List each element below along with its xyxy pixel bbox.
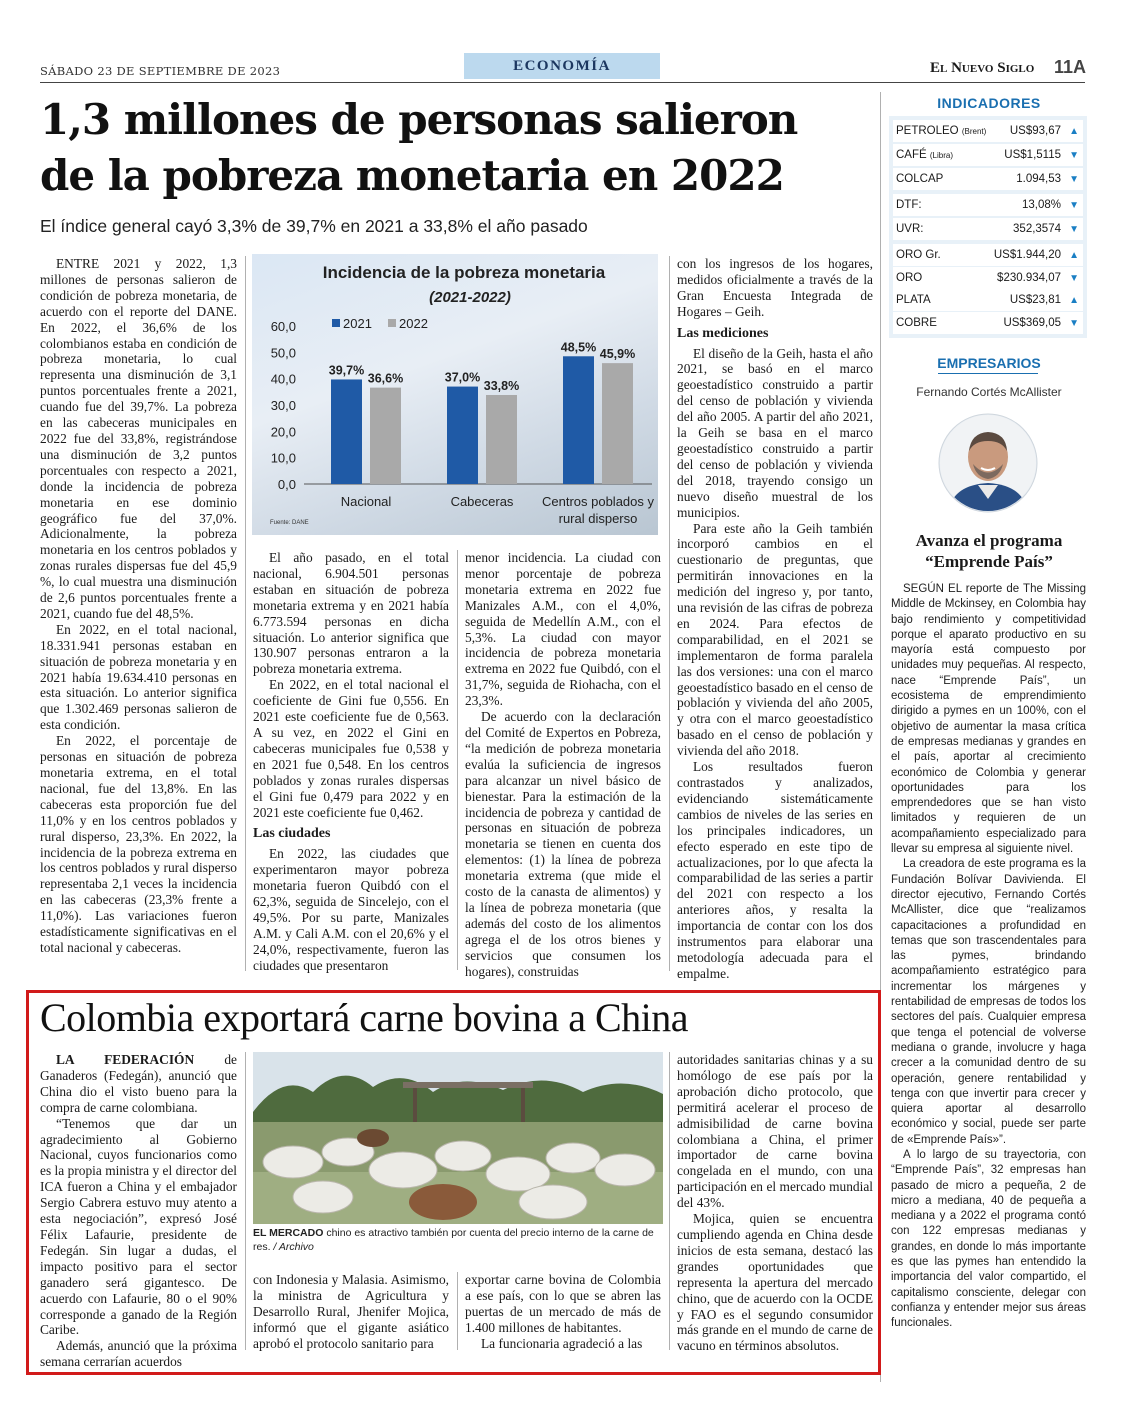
trend-up-icon: ▲ bbox=[1069, 249, 1079, 261]
paragraph: “Tenemos que dar un agradecimiento al Gobierno Nacional, cuyos funcionarios como es la propia ministra y el director del ICA fueron a China y el embajador Sergio Cabrera estuvo muy atento a esta negociación”, expresó José Félix Lafaurie, presidente de Fedegán. Sin lugar a dudas, el impacto positivo para el sector ganadero será gigantesco. De acuerdo con Lafaurie, 80 o el 90% corresponde a ganado de la Región Caribe. bbox=[40, 1115, 237, 1338]
empresarios-title: EMPRESARIOS bbox=[937, 355, 1041, 371]
paragraph: A lo largo de su trayectoria, con “Emprende País”, 32 empresas han pasado de micro a pequeña, 2 de micro a mediana, 40 de pequeña a mediana y a 2022 el programa contó con 122 empresas medianas y grandes, en donde lo más importante es que las pymes han entendido la importancia del valor compartido, el capitalismo consciente, delegar con confianza y entender mejor sus áreas funcionales. bbox=[891, 1148, 1086, 1330]
category-label: Nacional bbox=[340, 494, 392, 509]
trend-down-icon: ▼ bbox=[1069, 149, 1079, 161]
column-rule bbox=[245, 256, 246, 971]
indicator-name: COBRE bbox=[896, 317, 937, 329]
indicator-name: ORO bbox=[896, 272, 923, 284]
main-headline bbox=[40, 92, 870, 204]
indicator-value: $230.934,07 bbox=[997, 272, 1061, 284]
main-subhead: El índice general cayó 3,3% de 39,7% en 2021 a 33,8% el año pasado bbox=[40, 216, 588, 236]
column-rule bbox=[457, 1272, 458, 1350]
bar-value-label: 48,5% bbox=[560, 340, 597, 355]
indicator-value: 13,08% bbox=[1021, 199, 1061, 211]
photo-caption: EL MERCADO chino es atractivo también por cuenta del precio interno de la carne de res. / Archivo bbox=[253, 1227, 654, 1253]
lead-in: LA FEDERACIÓN bbox=[56, 1052, 195, 1067]
indicator-value: US$369,05 bbox=[1003, 317, 1061, 329]
indicator-value: 352,3574 bbox=[1013, 223, 1061, 235]
y-tick-label: 50,0 bbox=[270, 345, 296, 361]
paragraph: con Indonesia y Malasia. Asimismo, la ministra de Agricultura y Desarrollo Rural, Jhenifer Mojica, informó que el gigante asiático aprobó el protocolo sanitario para bbox=[253, 1272, 449, 1351]
photo-credit: / Archivo bbox=[270, 1240, 314, 1253]
indicator-value: US$1,5115 bbox=[1004, 149, 1061, 161]
indicator-name: PETROLEO (Brent) bbox=[896, 125, 987, 137]
empresarios-body bbox=[891, 582, 1086, 1332]
indicators-title: INDICADORES bbox=[937, 95, 1041, 111]
y-tick-label: 40,0 bbox=[270, 371, 296, 387]
legend-swatch bbox=[332, 319, 340, 327]
lower-column-4 bbox=[677, 1052, 873, 1352]
indicator-value: US$1.944,20 bbox=[993, 249, 1061, 261]
paragraph: Los resultados fueron contrastados y analizados, evidenciando sistemáticamente cambios de niveles de las series en los principales indicadores, un efecto esperado en este tipo de actualizaciones, por lo que afecta la comparabilidad de las series a partir del 2021 con respecto a los anteriores años, y resalta la importancia de contar con los dos instrumentos para elaborar una metodología adecuada para el empalme. bbox=[677, 759, 873, 981]
paragraph: Para este año la Geih también incorporó cambios en el cuestionario de preguntas, que permitirán innovaciones en la medición del ingreso y, por tanto, una revisión de las cifras de pobreza en 2024. Para efectos de comparabilidad, en el 2021 se implementaron de forma paralela las dos versiones: una con el marco geoestadístico basado en el censo de población y vivienda del año 2005, y otra con el marco geoestadístico basado en el censo de población y vivienda del año 2018. bbox=[677, 520, 873, 759]
column-rule bbox=[457, 550, 458, 970]
article-column-1 bbox=[40, 256, 237, 976]
trend-up-icon: ▲ bbox=[1069, 294, 1079, 306]
headline-line-1: Avanza el programa bbox=[915, 531, 1063, 550]
columnist-avatar bbox=[938, 413, 1038, 513]
indicator-value: US$93,67 bbox=[1009, 125, 1061, 137]
bar-chart bbox=[252, 254, 658, 535]
headline-line-1: 1,3 millones de personas salieron bbox=[40, 95, 798, 144]
trend-up-icon: ▲ bbox=[1069, 125, 1079, 137]
indicator-row-cobre bbox=[893, 312, 1083, 334]
lower-column-2 bbox=[253, 1272, 449, 1352]
category-label: rural disperso bbox=[558, 511, 638, 526]
column-rule bbox=[669, 1052, 670, 1350]
paragraph: autoridades sanitarias chinas y a su homólogo de ese país por la aprobación dicho protocolo, que permitirá acelerar el proceso de admisibilidad de carne bovina colombiana a China, el primer importador de carne bovina congelada en el mundo, con una participación en el mercado mundial del 43%. bbox=[677, 1052, 873, 1211]
indicator-row-petroleo bbox=[893, 120, 1083, 142]
lower-column-1 bbox=[40, 1052, 237, 1370]
indicator-name: PLATA bbox=[896, 294, 931, 306]
poverty-chart bbox=[252, 254, 658, 535]
bar-2022 bbox=[370, 388, 401, 484]
paragraph: Además, anunció que la próxima semana cerrarían acuerdos bbox=[40, 1338, 237, 1370]
paragraph: menor incidencia. La ciudad con menor porcentaje de pobreza monetaria extrema en 2022 fue Manizales A.M., con el 4,0%, seguida de Medellín A.M., con el 5,3%. La ciudad con mayor incidencia de pobreza monetaria extrema en 2022 fue Quibdó, con el 31,7%, seguida de Riohacha, con el 23,3%. bbox=[465, 550, 661, 709]
paragraph: La creadora de este programa es la Fundación Bolívar Davivienda. El director ejecutivo, Fernando Cortés McAllister, dice que “realizamos capacitaciones a profundidad en temas que son trascendentales para las pymes, brindando acompañamiento estratégico para incrementar los márgenes y rentabilidad de empresas de todos los sectores del país. Cualquier empresa que tenga el potencial de volverse mediana o grande, involucre y haga crecer a la comunidad dentro de su operación, genere rentabilidad y tenga con que invertir para crecer y quiera aportar al desarrollo económico y social, puede ser parte de «Emprende País»”. bbox=[891, 858, 1086, 1146]
bar-2021 bbox=[331, 379, 362, 484]
column-rule bbox=[669, 256, 670, 971]
indicator-name: DTF: bbox=[896, 199, 922, 211]
article-column-2 bbox=[253, 550, 449, 972]
legend-swatch bbox=[388, 319, 396, 327]
legend-label: 2021 bbox=[343, 316, 372, 331]
category-label: Cabeceras bbox=[450, 494, 514, 509]
bar-2022 bbox=[486, 395, 517, 484]
indicator-name: COLCAP bbox=[896, 173, 944, 185]
bar-value-label: 39,7% bbox=[328, 363, 365, 378]
indicator-row-oro bbox=[893, 267, 1083, 289]
paragraph: LA FEDERACIÓN de Ganaderos (Fedegán), anunció que China dio el visto bueno para la compra de carne colombiana. bbox=[40, 1052, 237, 1115]
article-column-3 bbox=[465, 550, 661, 979]
bar-2021 bbox=[447, 387, 478, 484]
y-tick-label: 0,0 bbox=[277, 477, 296, 492]
bar-value-label: 33,8% bbox=[483, 378, 520, 393]
paragraph: El diseño de la Geih, hasta el año 2021, se basó en el marco geoestadístico construido a partir del censo de población y vivienda del año 2005. A partir del año 2021, la Geih se basa en el marco geoestadístico construido a partir del censo de población y vivienda del 2018, trayendo consigo un nuevo diseño muestral de los municipios. bbox=[677, 345, 873, 520]
bar-2021 bbox=[563, 356, 594, 484]
indicator-name: UVR: bbox=[896, 223, 924, 235]
paragraph: De acuerdo con la declaración del Comité de Expertos en Pobreza, “la medición de pobreza monetaria evalúa la suficiencia de ingresos para alcanzar un nivel básico de bienestar. Para la estimación de la incidencia de pobreza y cantidad de personas en situación de pobreza monetaria se tienen en cuenta dos elementos: (1) la línea de pobreza monetaria extrema (que mide el costo de la canasta de alimentos) y la línea de pobreza monetaria (que además del costo de los alimentos agrega el de los otros bienes y servicios que consumen los hogares), construidas bbox=[465, 709, 661, 979]
headline-line-2: de la pobreza monetaria en 2022 bbox=[40, 151, 784, 200]
paragraph: En 2022, en el total nacional, 18.331.941 personas estaban en situación de pobreza monetaria y en 2021 había 19.634.410 personas en esta situación. Lo anterior significa que 1.302.469 personas salieron de esta condición. bbox=[40, 621, 237, 733]
indicator-row-colcap bbox=[893, 168, 1083, 190]
bar-value-label: 45,9% bbox=[599, 347, 636, 362]
paragraph: exportar carne bovina de Colombia a ese país, con lo que se abren las puertas de un mercado de más de 1.400 millones de habitantes. bbox=[465, 1272, 661, 1335]
title-underline bbox=[938, 373, 1038, 374]
chart-title: Incidencia de la pobreza monetaria bbox=[322, 263, 606, 282]
lower-column-3 bbox=[465, 1272, 661, 1352]
bar-2022 bbox=[602, 363, 633, 484]
paragraph: En 2022, el porcentaje de personas en situación de pobreza monetaria extrema, en el total nacional, fue del 13,8%. En las cabeceras esta proporción fue del 11,0% y en los centros poblados y rural disperso, 23,3%. En 2022, la incidencia de la pobreza extrema en los centros poblados y rural disperso representaba 2,1 veces la incidencia en las cabeceras (23,3% frente a 11,0%). Las variaciones fueron estadísticamente significativas en el total nacional y cabeceras. bbox=[40, 733, 237, 955]
bar-value-label: 36,6% bbox=[367, 371, 404, 386]
header-rule bbox=[40, 82, 1085, 83]
bar-value-label: 37,0% bbox=[444, 370, 481, 385]
chart-source: Fuente: DANE bbox=[270, 520, 309, 526]
indicator-name: CAFÉ (Libra) bbox=[896, 149, 953, 161]
subheading-mediciones: Las mediciones bbox=[677, 325, 769, 341]
columnist-name: Fernando Cortés McAllister bbox=[916, 385, 1062, 399]
lower-headline: Colombia exportará carne bovina a China bbox=[40, 995, 689, 1040]
indicator-name: ORO Gr. bbox=[896, 249, 941, 261]
issue-date: SÁBADO 23 DE SEPTIEMBRE DE 2023 bbox=[40, 64, 281, 78]
subheading-ciudades: Las ciudades bbox=[253, 826, 331, 842]
y-tick-label: 60,0 bbox=[270, 319, 296, 334]
newspaper-name: El Nuevo Siglo bbox=[930, 60, 1035, 76]
paragraph: El año pasado, en el total nacional, 6.904.501 personas estaban en situación de pobreza monetaria extrema y en 2021 había 6.773.594 personas en dicha situación. Lo anterior significa que 130.907 personas entraron a la pobreza monetaria extrema. bbox=[253, 550, 449, 677]
trend-down-icon: ▼ bbox=[1069, 317, 1079, 329]
paragraph: con los ingresos de los hogares, medidos oficialmente a través de la Gran Encuesta Integrada de Hogares – Geih. bbox=[677, 256, 873, 319]
caption-lead: EL MERCADO bbox=[253, 1227, 324, 1239]
section-tab[interactable]: ECONOMÍA bbox=[464, 53, 660, 79]
empresarios-headline bbox=[893, 530, 1085, 572]
paragraph: ENTRE 2021 y 2022, 1,3 millones de personas salieron de condición de pobreza monetaria, de acuerdo con el reporte del DANE. En 2022, el 36,6% de los colombianos estaba en condición de pobreza monetaria, lo cual representa una disminución de 3,1 puntos porcentuales frente a 2021, cuando fue del 39,7%. La pobreza en las cabeceras municipales en 2022 fue del 33,8%, registrándose una disminución de 3,2 puntos porcentuales con respecto a 2021, donde la incidencia de pobreza monetaria en ese dominio geográfico fue del 37,0%. Adicionalmente, la pobreza monetaria en los centros poblados y zonas rurales dispersas fue del 45,9 %, lo cual muestra una disminución de 2,6 puntos porcentuales frente a 2021, cuando fue del 48,5%. bbox=[40, 256, 237, 621]
indicator-row-plata bbox=[893, 289, 1083, 311]
category-label: Centros poblados y bbox=[541, 494, 655, 509]
indicator-row-uvr bbox=[893, 218, 1083, 240]
paragraph: La funcionaria agradeció a las bbox=[481, 1335, 643, 1351]
cattle-photo bbox=[253, 1052, 663, 1224]
y-tick-label: 30,0 bbox=[270, 398, 296, 413]
article-column-4 bbox=[677, 256, 873, 981]
indicators-table bbox=[889, 116, 1087, 338]
y-tick-label: 10,0 bbox=[270, 450, 296, 466]
indicator-value: 1.094,53 bbox=[1016, 173, 1061, 185]
paragraph: SEGÚN EL reporte de The Missing Middle de Mckinsey, en Colombia hay bajo rendimiento y competitividad porque el aparato productivo en su mayoría está compuesto por unidades muy pequeñas. Al respecto, nace “Emprende País”, un ecosistema de emprendimiento dirigido a pymes en un 100%, con el objetivo de aumentar la masa crítica de empresas medianas y grandes en el país, aportar al crecimiento económico de Colombia y generar oportunidades para los emprendedores que se han visto limitados y requieren de un acompañamiento especializado para llevar su empresa al siguiente nivel. bbox=[891, 583, 1086, 856]
indicator-row-oro-gr bbox=[893, 244, 1083, 266]
column-rule bbox=[245, 1052, 246, 1350]
trend-down-icon: ▼ bbox=[1069, 272, 1079, 284]
trend-down-icon: ▼ bbox=[1069, 223, 1079, 235]
page-number: 11A bbox=[1054, 57, 1087, 77]
headline-line-2: “Emprende País” bbox=[925, 552, 1053, 571]
trend-down-icon: ▼ bbox=[1069, 199, 1079, 211]
paragraph: En 2022, las ciudades que experimentaron mayor pobreza monetaria fueron Quibdó con el 62,3%, seguida de Sincelejo, con el 49,5%. Por su parte, Manizales A.M. y Cali A.M. con el 20,6% y el 24,0%, respectivamente, fueron las ciudades que presentaron bbox=[253, 846, 449, 973]
indicator-row-cafe bbox=[893, 144, 1083, 166]
trend-down-icon: ▼ bbox=[1069, 173, 1079, 185]
paragraph: Mojica, quien se encuentra cumpliendo agenda en China desde inicios de esta semana, destacó las grandes oportunidades que representa la apertura del mercado chino, que de acuerdo con la OCDE y FAO es el segundo consumidor más grande en el mundo de carne de vacuno en términos absolutos. bbox=[677, 1211, 873, 1354]
indicator-row-dtf bbox=[893, 194, 1083, 216]
chart-subtitle: (2021-2022) bbox=[429, 289, 511, 306]
y-tick-label: 20,0 bbox=[270, 424, 296, 440]
legend-label: 2022 bbox=[399, 316, 428, 331]
paragraph: En 2022, en el total nacional el coeficiente de Gini fue 0,556. En 2021 este coeficiente fue de 0,563. A su vez, en 2022 el Gini en cabeceras municipales fue 0,538 y en 2021 fue 0,548. En los centros poblados y zonas rurales dispersas el Gini fue 0,479 para 2022 y en 2021 este coeficiente fue 0,462. bbox=[253, 677, 449, 820]
indicator-value: US$23,81 bbox=[1009, 294, 1061, 306]
